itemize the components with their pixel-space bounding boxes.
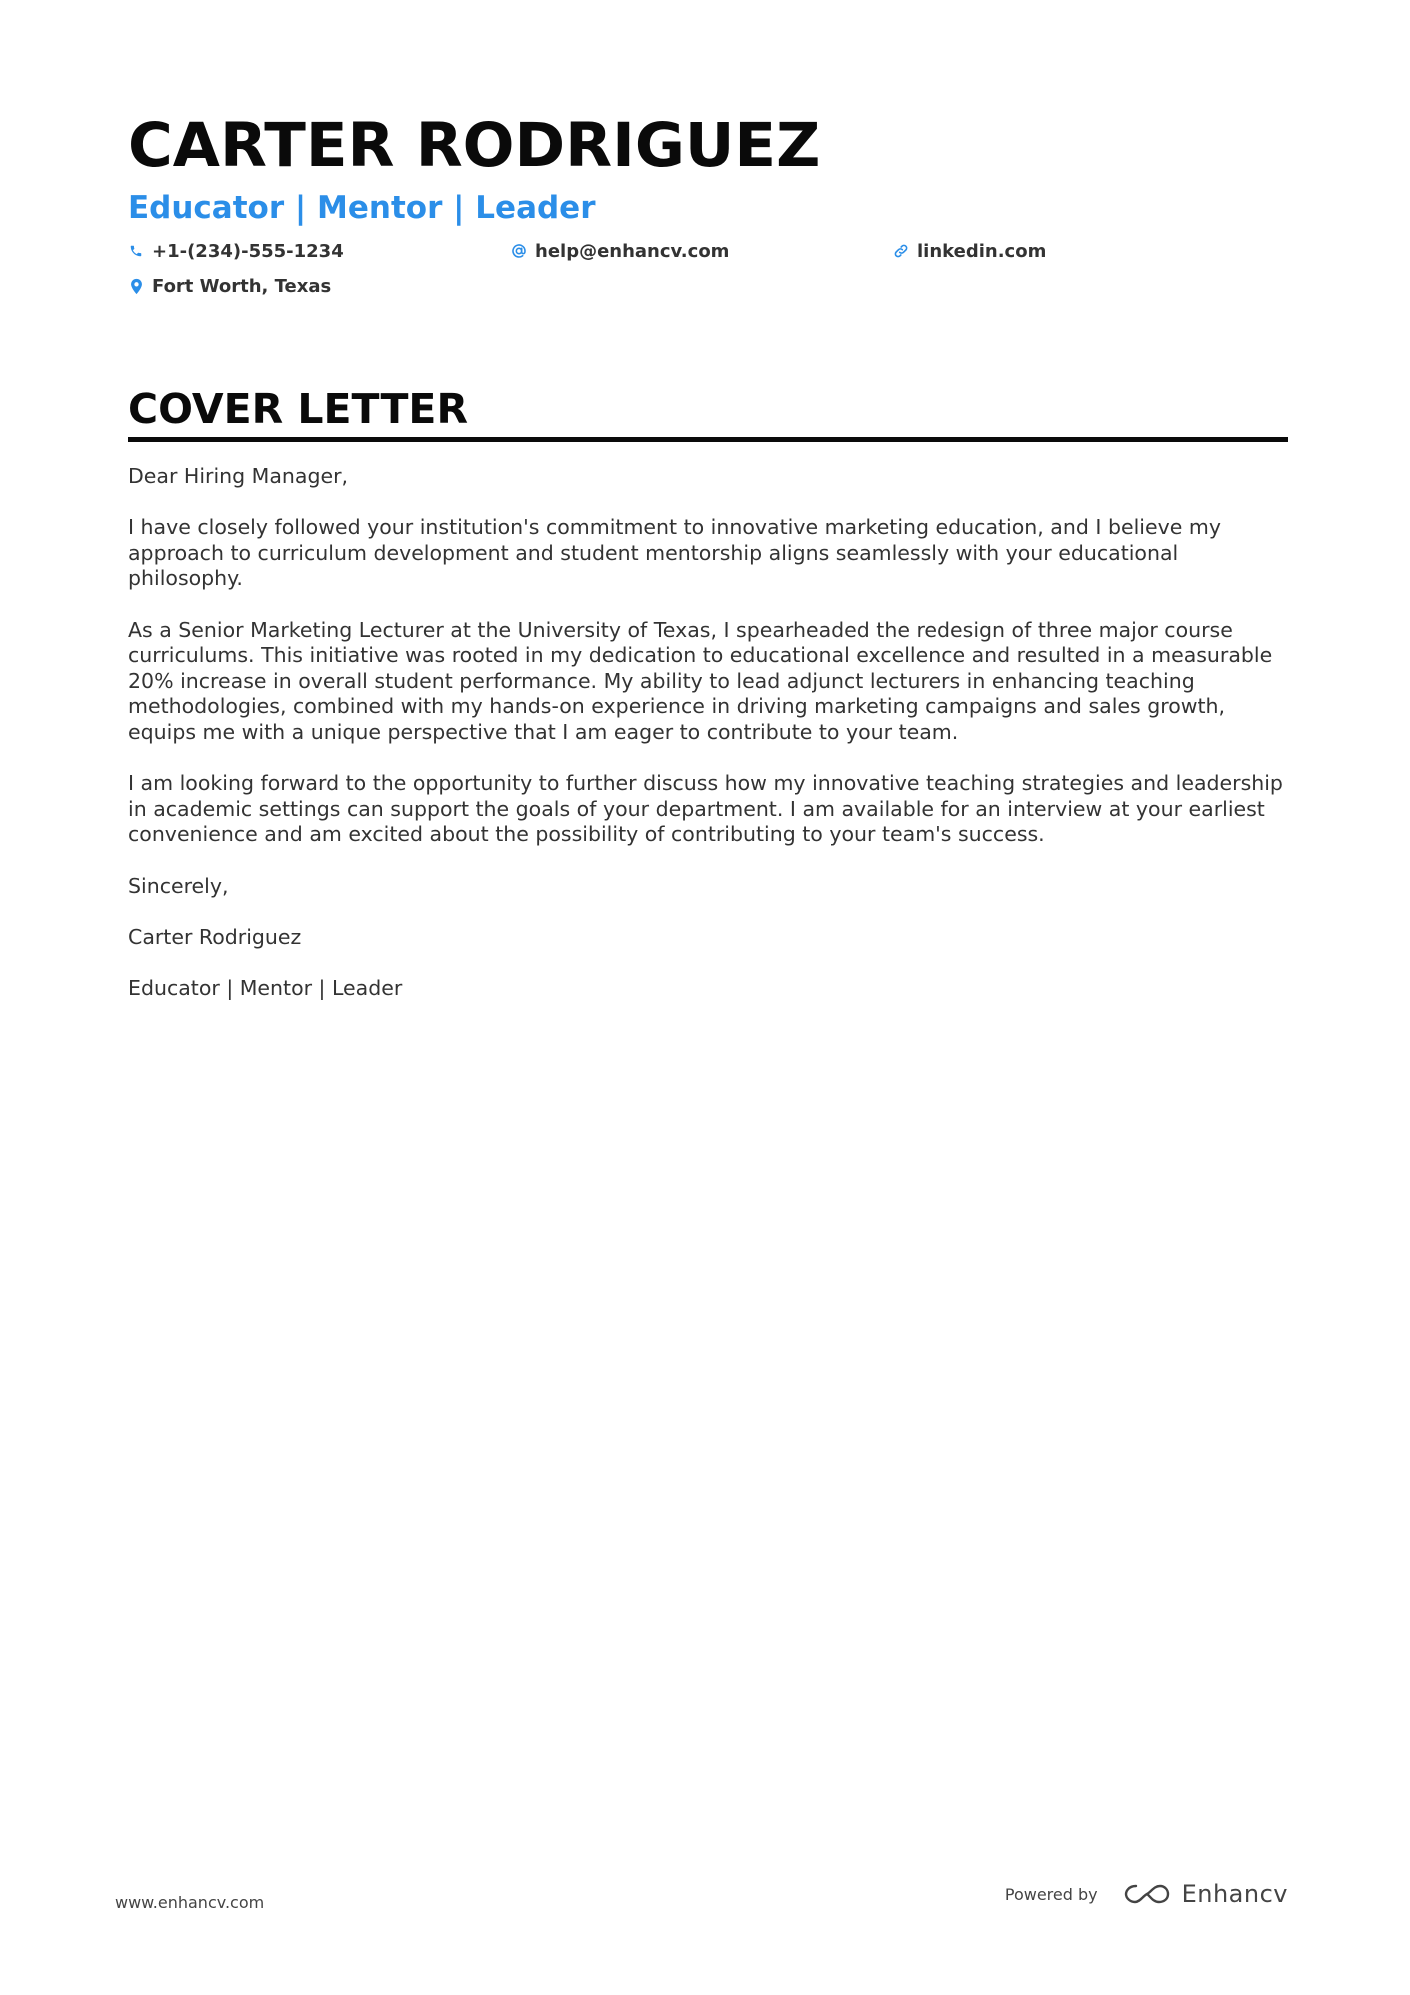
letter-paragraph: I am looking forward to the opportunity to further discuss how my innovative teaching strategies and leadership in academic settings can support the goals of your department. I am available for an interview at your earliest convenience and am excited about the possibility of contributing to your team's success.	[128, 771, 1283, 847]
contact-location	[128, 273, 331, 299]
section-divider	[128, 437, 1288, 442]
letter-greeting: Dear Hiring Manager,	[128, 464, 349, 488]
letter-signature-title: Educator | Mentor | Leader	[128, 975, 403, 1000]
footer-branding	[1005, 1880, 1288, 1908]
letter-paragraph: I have closely followed your institution's commitment to innovative marketing education, and I believe my approach to curriculum development and student mentorship aligns seamlessly with your educational philosophy.	[128, 515, 1221, 591]
powered-by-label: Powered by	[1004, 1884, 1098, 1904]
link-text: linkedin.com	[917, 240, 1047, 262]
letter-body	[128, 464, 1288, 1001]
letter-closing: Sincerely,	[128, 873, 229, 898]
letter-signature: Carter Rodriguez	[128, 924, 302, 949]
contact-email[interactable]	[511, 238, 729, 264]
enhancv-logo-icon	[1124, 1882, 1170, 1906]
section-title: COVER LETTER	[128, 385, 469, 433]
contact-phone[interactable]	[128, 238, 344, 264]
footer-website[interactable]: www.enhancv.com	[115, 1893, 265, 1912]
header	[128, 110, 1288, 308]
location-text: Fort Worth, Texas	[152, 275, 332, 297]
location-pin-icon	[128, 277, 144, 295]
brand-name: Enhancv	[1181, 1880, 1288, 1908]
at-sign-icon	[511, 242, 527, 260]
letter-paragraph: As a Senior Marketing Lecturer at the University of Texas, I spearheaded the redesign of three major course curriculums. This initiative was rooted in my dedication to educational excellence and resulted in a measurable 20% increase in overall student performance. My ability to lead adjunct lecturers in enhancing teaching methodologies, combined with my hands-on experience in driving marketing campaigns and sales growth, equips me with a unique perspective that I am eager to contribute to your team.	[128, 617, 1273, 744]
contact-info	[128, 238, 1288, 308]
email-text: help@enhancv.com	[535, 240, 730, 262]
phone-icon	[128, 242, 144, 260]
cover-letter-section	[128, 383, 1288, 1027]
phone-text: +1-(234)-555-1234	[152, 240, 344, 262]
candidate-tagline: Educator | Mentor | Leader	[128, 190, 596, 226]
contact-link[interactable]	[893, 238, 1046, 264]
link-icon	[893, 242, 909, 260]
candidate-name: CARTER RODRIGUEZ	[128, 110, 821, 181]
